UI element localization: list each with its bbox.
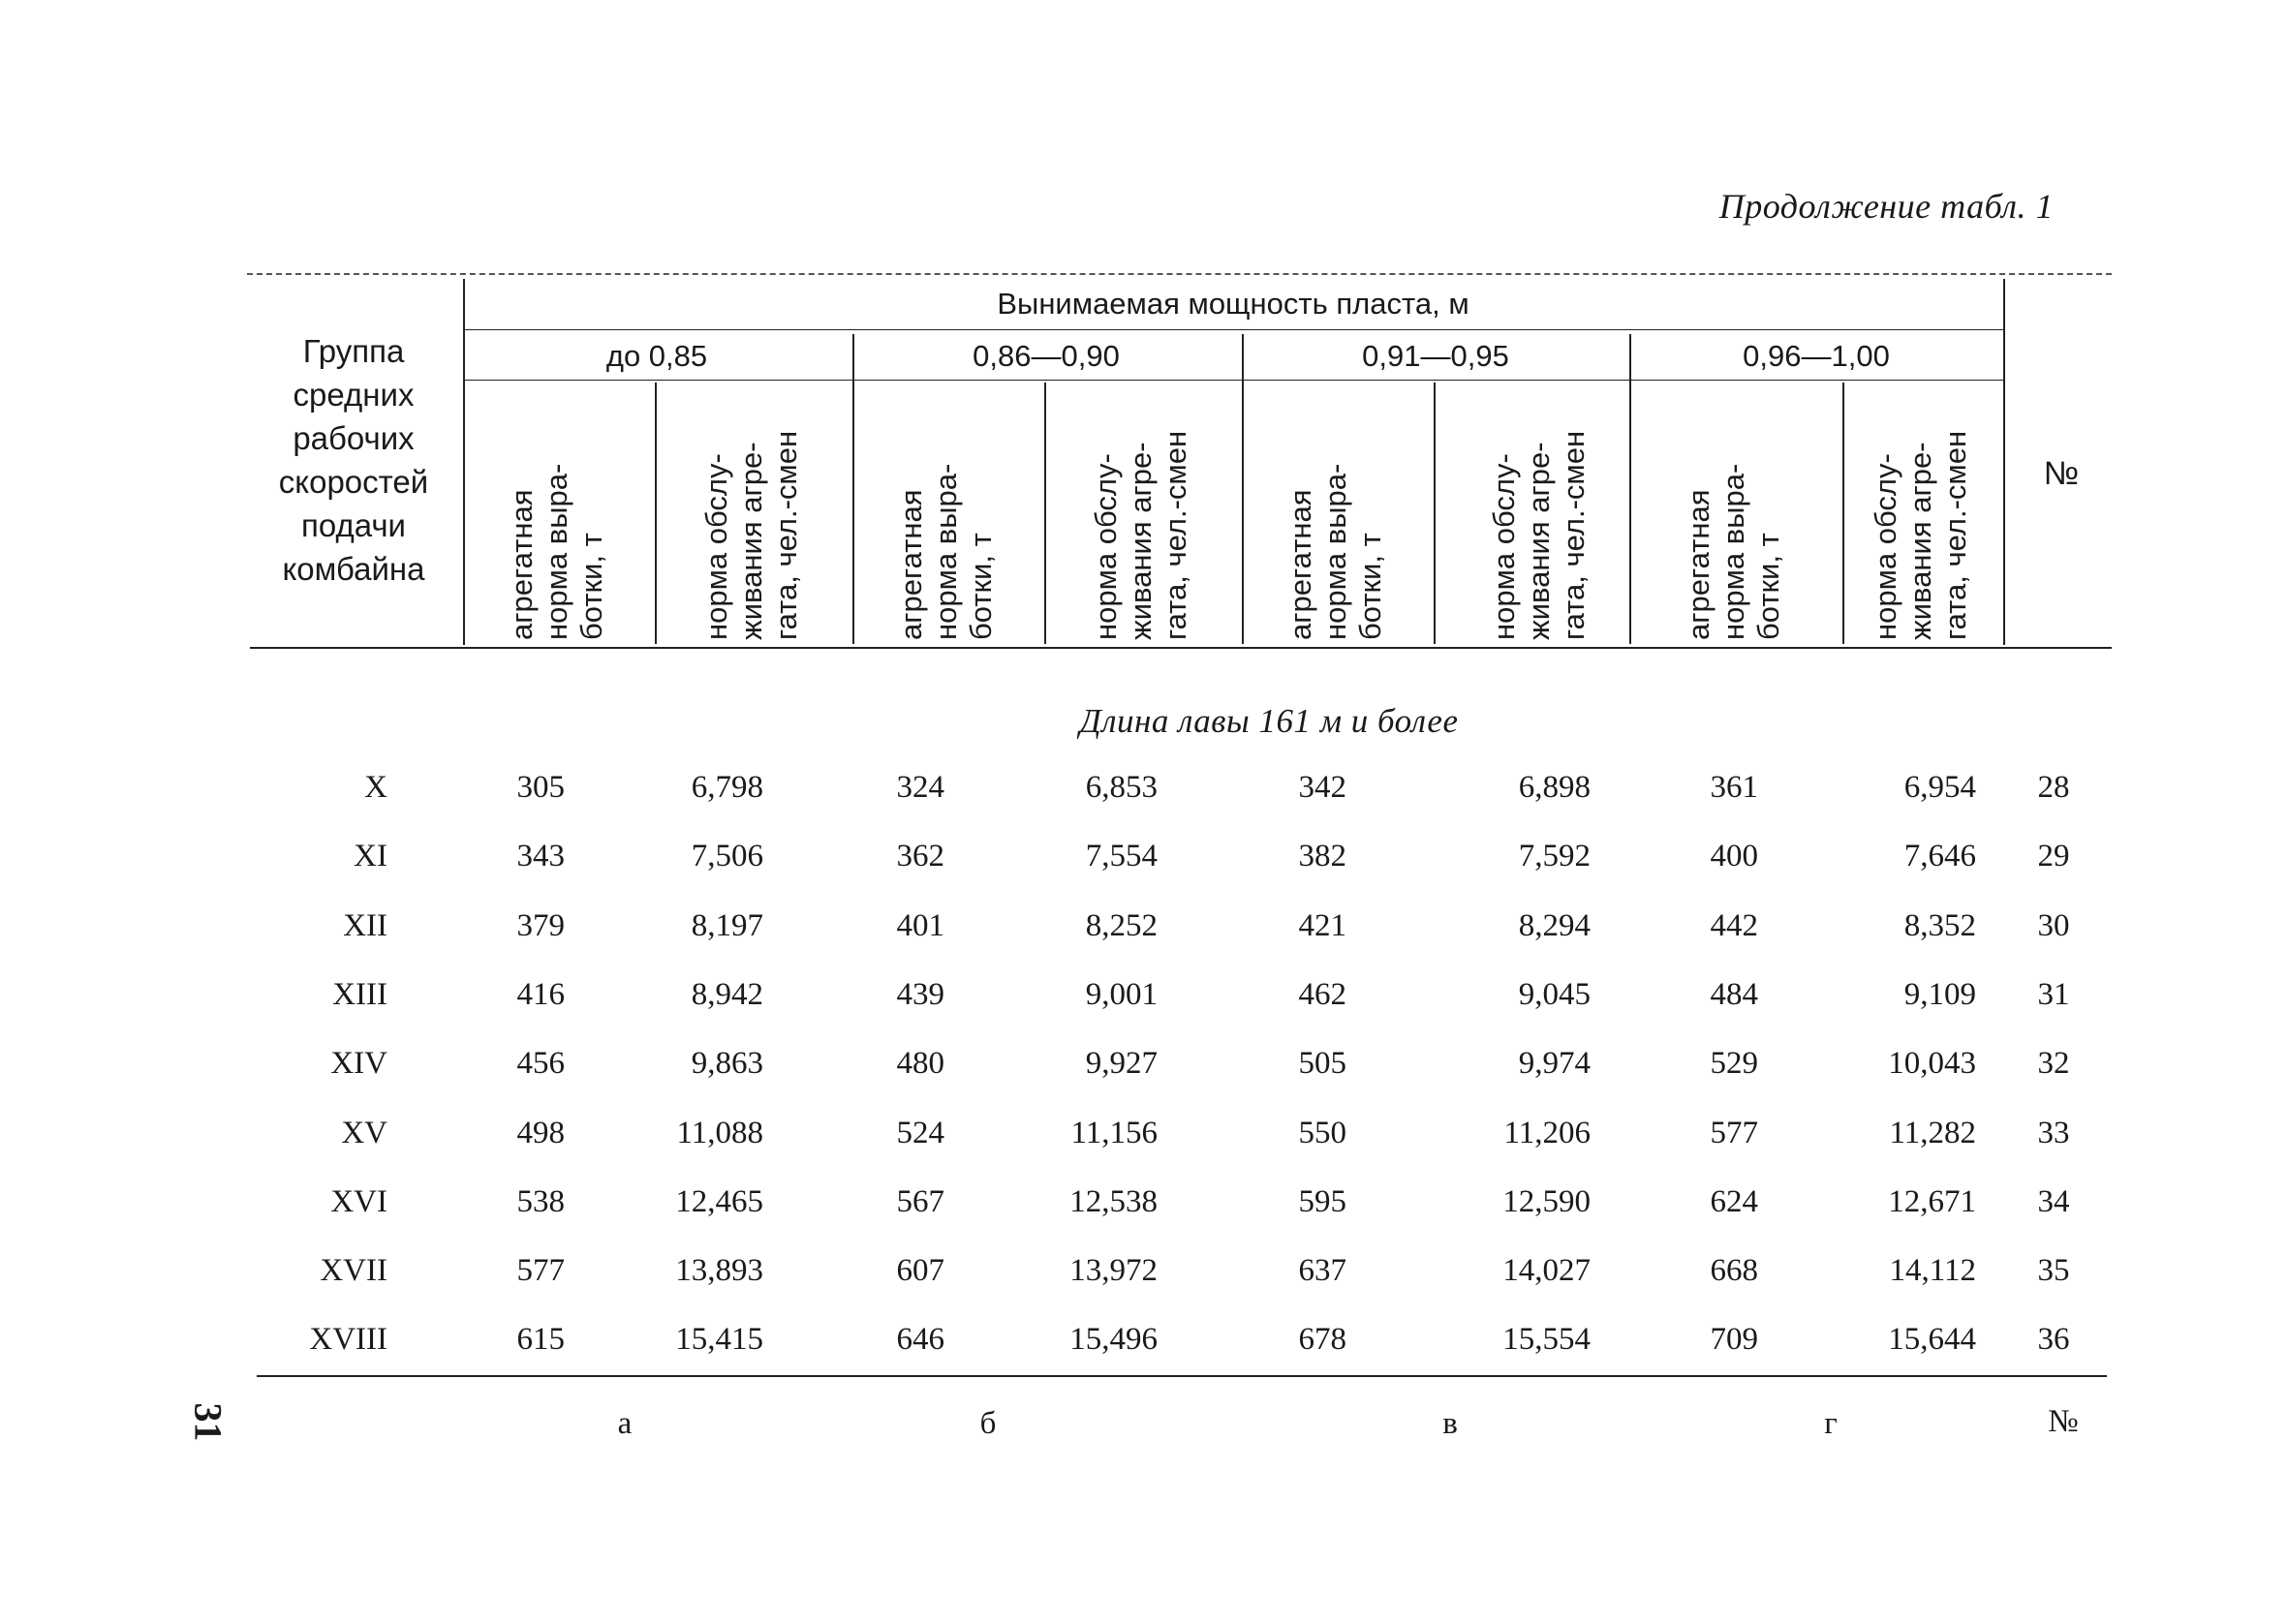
subheader-output-norm: [1682, 386, 1790, 640]
subheader-service-norm: [1089, 386, 1197, 640]
table-cell: 382: [1298, 839, 1346, 873]
table-cell: 8,942: [691, 977, 763, 1012]
subheader-line: живания агре-: [1903, 442, 1937, 640]
table-cell: 505: [1298, 1046, 1346, 1081]
table-cell: 11,282: [1889, 1116, 1976, 1150]
subheader-line: агрегатная: [1283, 489, 1317, 640]
row-group: XI: [354, 839, 387, 873]
subheader-line: норма обслу-: [699, 453, 733, 640]
footer-letter-v: в: [1442, 1406, 1458, 1441]
subheader-service-norm: [1487, 386, 1595, 640]
subheader-service-norm: [1869, 386, 1977, 640]
table-bottom-rule: [257, 1375, 2107, 1377]
table-cell: 8,294: [1518, 908, 1591, 943]
table-cell: 6,853: [1085, 770, 1158, 805]
range-header-1: до 0,85: [605, 339, 708, 373]
table-cell: 7,592: [1518, 839, 1591, 873]
footer-letter-b: б: [979, 1406, 997, 1441]
footer-no: №: [2048, 1404, 2079, 1439]
row-group: X: [364, 770, 387, 805]
subheader-line: норма обслу-: [1487, 453, 1521, 640]
range-header-2: 0,86—0,90: [973, 339, 1120, 373]
table-cell: 7,506: [691, 839, 763, 873]
table-cell: 8,197: [691, 908, 763, 943]
header-bottom-rule: [250, 647, 2112, 649]
table-cell: 15,644: [1888, 1322, 1976, 1357]
table-cell: 6,898: [1518, 770, 1591, 805]
table-cell: 524: [896, 1116, 944, 1150]
subheader-line: живания агре-: [1522, 442, 1556, 640]
row-group: XVI: [330, 1184, 387, 1219]
table-cell: 13,972: [1069, 1253, 1158, 1288]
range-rule: [463, 380, 2003, 381]
table-cell: 646: [896, 1322, 944, 1357]
table-cell: 15,415: [675, 1322, 763, 1357]
sub-divider-3: [1434, 383, 1436, 644]
table-cell: 9,109: [1903, 977, 1976, 1012]
sub-divider-4: [1842, 383, 1844, 644]
subheader-line: агрегатная: [505, 489, 539, 640]
table-cell: 9,863: [691, 1046, 763, 1081]
subheader-output-norm: [505, 386, 613, 640]
table-cell: 400: [1710, 839, 1758, 873]
table-cell: 9,045: [1518, 977, 1591, 1012]
table-cell: 498: [516, 1116, 565, 1150]
table-cell: 8,352: [1903, 908, 1976, 943]
table-cell: 9,974: [1518, 1046, 1591, 1081]
table-cell: 538: [516, 1184, 565, 1219]
table-cell: 668: [1710, 1253, 1758, 1288]
table-cell: 362: [896, 839, 944, 873]
table-cell: 343: [516, 839, 565, 873]
subheader-line: живания агре-: [1124, 442, 1158, 640]
subheader-line: норма обслу-: [1869, 453, 1902, 640]
table-cell: 6,954: [1903, 770, 1976, 805]
table-cell: 12,671: [1888, 1184, 1976, 1219]
subheader-line: ботки, т: [574, 533, 608, 640]
table-cell: 678: [1298, 1322, 1346, 1357]
row-group: XV: [341, 1116, 387, 1150]
subheader-line: норма выра-: [1318, 463, 1352, 640]
subheader-line: норма выра-: [1716, 463, 1750, 640]
row-number: 34: [2037, 1184, 2070, 1219]
range-divider-2: [1242, 334, 1244, 644]
table-cell: 462: [1298, 977, 1346, 1012]
row-number: 28: [2037, 770, 2070, 805]
subheader-output-norm: [894, 386, 1003, 640]
subheader-line: гата, чел.-смен: [1159, 430, 1192, 640]
table-cell: 7,554: [1085, 839, 1158, 873]
group-label: [247, 329, 460, 591]
row-group: XVIII: [309, 1322, 387, 1357]
table-cell: 577: [1710, 1116, 1758, 1150]
subheader-line: гата, чел.-смен: [1557, 430, 1591, 640]
row-number: 30: [2037, 908, 2070, 943]
table-cell: 361: [1710, 770, 1758, 805]
row-group: XII: [343, 908, 387, 943]
table-cell: 624: [1710, 1184, 1758, 1219]
group-label-line-3: рабочих: [293, 420, 415, 456]
subheader-line: норма выра-: [929, 463, 963, 640]
span-title: Вынимаемая мощность пласта, м: [997, 287, 1469, 321]
table-cell: 529: [1710, 1046, 1758, 1081]
table-cell: 12,590: [1502, 1184, 1591, 1219]
table-cell: 13,893: [675, 1253, 763, 1288]
page-number: 31: [186, 1402, 231, 1442]
subheader-line: норма обслу-: [1089, 453, 1123, 640]
table-cell: 439: [896, 977, 944, 1012]
table-cell: 11,156: [1070, 1116, 1158, 1150]
row-number: 32: [2037, 1046, 2070, 1081]
table-cell: 8,252: [1085, 908, 1158, 943]
sub-divider-2: [1044, 383, 1046, 644]
table-cell: 442: [1710, 908, 1758, 943]
table-cell: 401: [896, 908, 944, 943]
subheader-line: гата, чел.-смен: [769, 430, 803, 640]
group-label-line-2: средних: [293, 377, 415, 413]
row-group: XIII: [332, 977, 387, 1012]
subheader-line: ботки, т: [964, 533, 998, 640]
table-cell: 6,798: [691, 770, 763, 805]
range-divider-1: [852, 334, 854, 644]
table-cell: 379: [516, 908, 565, 943]
no-header: №: [2043, 455, 2080, 492]
table-cell: 709: [1710, 1322, 1758, 1357]
table-cell: 637: [1298, 1253, 1346, 1288]
table-cell: 14,112: [1889, 1253, 1976, 1288]
footer-letter-g: г: [1824, 1406, 1838, 1441]
row-number: 31: [2037, 977, 2070, 1012]
table-cell: 15,496: [1069, 1322, 1158, 1357]
table-cell: 12,538: [1069, 1184, 1158, 1219]
table-cell: 416: [516, 977, 565, 1012]
group-label-line-4: скоростей: [278, 464, 429, 500]
table-cell: 577: [516, 1253, 565, 1288]
row-group: XVII: [320, 1253, 387, 1288]
header-divider-group: [463, 279, 465, 645]
subheader-line: агрегатная: [1682, 489, 1716, 640]
table-cell: 9,927: [1085, 1046, 1158, 1081]
table-cell: 11,206: [1503, 1116, 1591, 1150]
subheader-line: ботки, т: [1353, 533, 1387, 640]
subheader-service-norm: [699, 386, 808, 640]
table-cell: 342: [1298, 770, 1346, 805]
table-cell: 480: [896, 1046, 944, 1081]
footer-letter-a: а: [617, 1406, 633, 1441]
table-cell: 615: [516, 1322, 565, 1357]
row-number: 29: [2037, 839, 2070, 873]
table-cell: 595: [1298, 1184, 1346, 1219]
group-label-line-5: подачи: [300, 507, 406, 543]
span-title-rule: [463, 329, 2003, 330]
header-top-rule: [247, 273, 2112, 275]
table-cell: 421: [1298, 908, 1346, 943]
sub-divider-1: [655, 383, 657, 644]
table-cell: 567: [896, 1184, 944, 1219]
row-number: 35: [2037, 1253, 2070, 1288]
table-cell: 550: [1298, 1116, 1346, 1150]
subheader-line: гата, чел.-смен: [1938, 430, 1972, 640]
range-header-4: 0,96—1,00: [1743, 339, 1890, 373]
table-cell: 456: [516, 1046, 565, 1081]
range-header-3: 0,91—0,95: [1362, 339, 1509, 373]
table-cell: 9,001: [1085, 977, 1158, 1012]
table-cell: 324: [896, 770, 944, 805]
subheader-line: ботки, т: [1751, 533, 1785, 640]
table-cell: 305: [516, 770, 565, 805]
subheader-line: живания агре-: [734, 442, 768, 640]
table-cell: 10,043: [1888, 1046, 1976, 1081]
group-label-line-1: Группа: [302, 333, 405, 369]
table-cell: 7,646: [1903, 839, 1976, 873]
table-caption: Продолжение табл. 1: [1718, 187, 2054, 226]
subheader-line: норма выра-: [540, 463, 573, 640]
row-number: 36: [2037, 1322, 2070, 1357]
table-cell: 11,088: [676, 1116, 763, 1150]
table-cell: 12,465: [675, 1184, 763, 1219]
group-label-line-6: комбайна: [282, 551, 425, 587]
subheader-output-norm: [1283, 386, 1392, 640]
table-cell: 14,027: [1502, 1253, 1591, 1288]
section-title: Длина лавы 161 м и более: [1079, 702, 1459, 740]
table-cell: 15,554: [1502, 1322, 1591, 1357]
row-number: 33: [2037, 1116, 2070, 1150]
subheader-line: агрегатная: [894, 489, 928, 640]
range-divider-3: [1629, 334, 1631, 644]
table-cell: 607: [896, 1253, 944, 1288]
table-cell: 484: [1710, 977, 1758, 1012]
row-group: XIV: [330, 1046, 387, 1081]
